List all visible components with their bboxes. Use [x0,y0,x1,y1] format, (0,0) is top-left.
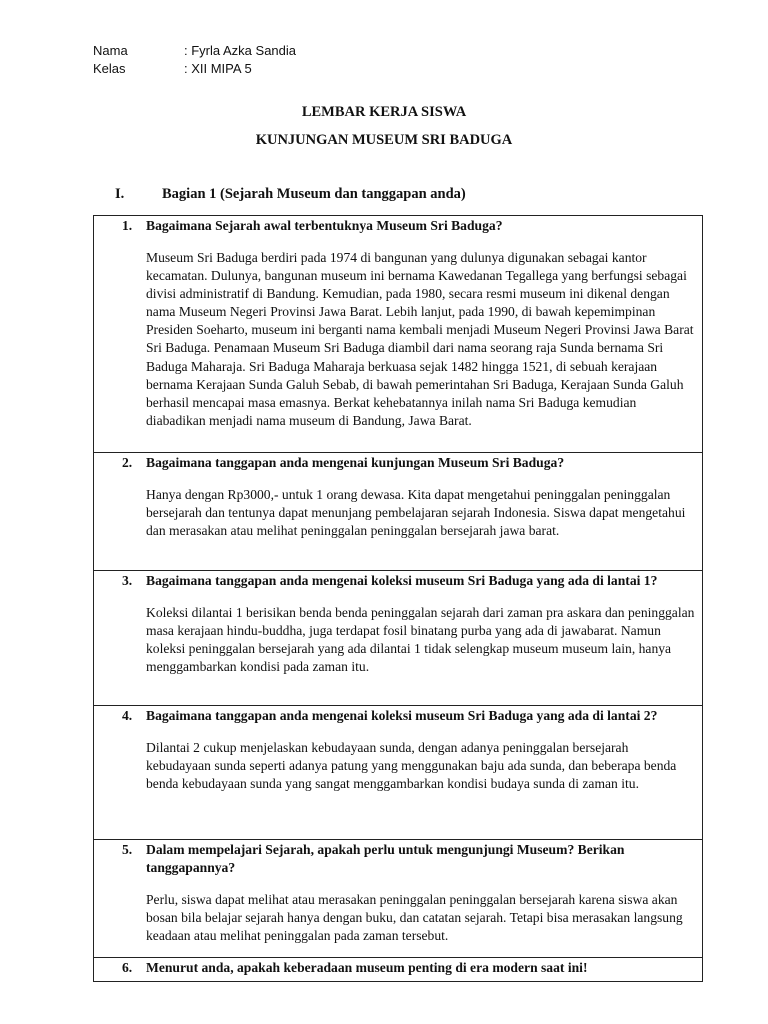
name-row [93,42,296,60]
question-6 [94,959,696,977]
question-number: 1. [122,218,133,233]
answer-text: Perlu, siswa dapat melihat atau merasakan peninggalan peninggalan bersejarah karena siswa akan bosan bila belajar sejarah hanya dengan buku, dan catatan sejarah. Tetapi bisa merasakan langsung keadaan atau melihat peninggalan pada zaman tersebut. [146,892,683,944]
answer-text: Koleksi dilantai 1 berisikan benda benda peninggalan sejarah dari zaman pra askara dan peninggalan masa kerajaan hindu-buddha, juga terdapat fosil binatang purba yang ada di jawabarat. Namun koleksi peninggalan bersejarah yang ada dilantai 1 tidak selengkap museum museum lain, hanya menggambarkan kondisi pada zaman itu. [146,605,695,675]
question-1 [94,217,696,235]
question-number: 3. [122,573,133,588]
question-number: 6. [122,960,133,975]
document-title: LEMBAR KERJA SISWA [301,104,467,120]
question-number: 4. [122,708,133,723]
qa-item-1 [94,216,702,453]
question-number: 5. [122,842,133,857]
question-3 [94,572,696,590]
answer-text: Dilantai 2 cukup menjelaskan kebudayaan sunda, dengan adanya peninggalan bersejarah kebudayaan sunda seperti adanya patung yang menggunakan baju ada sunda, dan beberapa benda benda kebudayaan sunda yang sangat menggambarkan kondisi budaya sunda di zaman itu. [146,740,677,792]
question-2 [94,454,696,472]
question-text: Bagaimana Sejarah awal terbentuknya Museum Sri Baduga? [146,218,503,233]
question-text: Bagaimana tanggapan anda mengenai koleksi museum Sri Baduga yang ada di lantai 2? [146,708,658,723]
qa-item-3 [94,571,702,706]
section-label: Bagian 1 (Sejarah Museum dan tanggapan anda) [162,186,466,202]
qa-item-2 [94,453,702,571]
student-identity [93,42,296,78]
section-number: I. [115,186,125,202]
class-value: : XII MIPA 5 [184,61,252,76]
name-label: Nama [93,43,128,58]
qa-item-5 [94,840,702,958]
question-text: Bagaimana tanggapan anda mengenai kunjungan Museum Sri Baduga? [146,455,565,470]
question-5 [94,841,696,877]
name-value: : Fyrla Azka Sandia [184,43,296,58]
question-4 [94,707,696,725]
class-label: Kelas [93,61,126,76]
question-number: 2. [122,455,133,470]
class-row [93,60,296,78]
answer-text: Museum Sri Baduga berdiri pada 1974 di bangunan yang dulunya digunakan sebagai kantor kecamatan. Dulunya, bangunan museum ini bernama Kawedanan Tegallega yang berfungsi sebagai divisi administratif di Bandung. Kemudian, pada 1980, secara resmi museum ini dikenal dengan nama Museum Negeri Provinsi Jawa Barat. Lebih lanjut, pada 1990, di bawah kepemimpinan Presiden Soeharto, museum ini berganti nama kembali menjadi Museum Negeri Provinsi Jawa Barat Sri Baduga. Penamaan Museum Sri Baduga diambil dari nama seorang raja Sunda bernama Sri Baduga Maharaja. Sri Baduga Maharaja berkuasa sejak 1482 hingga 1521, di sebuah kerajaan bernama Kerajaan Sunda Galuh Sebab, di bawah pemerintahan Sri Baduga, Kerajaan Sunda Galuh berhasil mencapai masa emasnya. Berkat kehebatannya inilah nama Sri Baduga kemudian diabadikan menjadi nama museum di Bandung, Jawa Barat. [146,250,694,428]
document-subtitle: KUNJUNGAN MUSEUM SRI BADUGA [255,132,513,148]
qa-item-4 [94,706,702,840]
qa-table [93,215,703,982]
qa-item-6 [94,958,702,981]
section-heading [115,186,466,203]
question-text: Bagaimana tanggapan anda mengenai koleksi museum Sri Baduga yang ada di lantai 1? [146,573,658,588]
question-text: Dalam mempelajari Sejarah, apakah perlu untuk mengunjungi Museum? Berikan tanggapannya? [146,842,625,875]
answer-text: Hanya dengan Rp3000,- untuk 1 orang dewasa. Kita dapat mengetahui peninggalan peninggalan bersejarah dan tentunya dapat menunjang pembelajaran sejarah Indonesia. Siswa dapat mengetahui dan merasakan atau melihat peninggalan peninggalan bersejarah jawa barat. [146,487,686,539]
question-text: Menurut anda, apakah keberadaan museum penting di era modern saat ini! [146,960,588,975]
